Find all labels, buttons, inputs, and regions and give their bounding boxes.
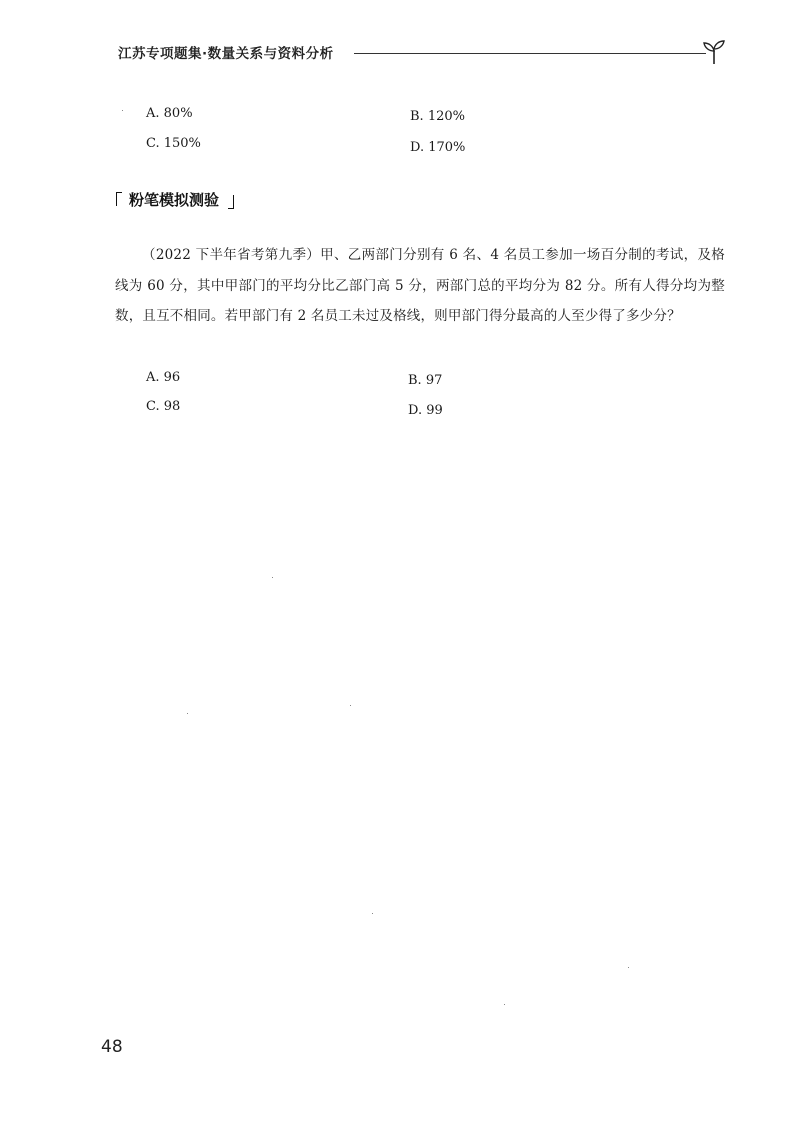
corner-bracket-left: [116, 192, 122, 206]
scan-speck: [122, 110, 123, 111]
running-header: [118, 38, 728, 68]
scan-speck: [350, 705, 351, 706]
corner-bracket-right: [228, 195, 234, 209]
scan-speck: [504, 1004, 505, 1005]
option-b: B. 97: [408, 373, 443, 388]
option-d: D. 99: [408, 403, 443, 418]
prev-option-c: C. 150%: [146, 136, 201, 151]
header-rule: [354, 53, 706, 54]
scan-speck: [272, 577, 273, 578]
option-c: C. 98: [146, 399, 181, 414]
option-a: A. 96: [146, 370, 181, 385]
book-title: 江苏专项题集·数量关系与资料分析: [118, 46, 334, 62]
question-text: （2022 下半年省考第九季）甲、乙两部门分别有 6 名、4 名员工参加一场百分制的考试，及格线为 60 分，其中甲部门的平均分比乙部门高 5 分，两部门总的平均分为 82 分。所有人得分均为整数，且互不相同。若甲部门有 2 名员工未过及格线，则甲部门得分最高的人至少得了多少分？: [115, 247, 725, 324]
prev-option-a: A. 80%: [146, 106, 193, 121]
page-number: 48: [101, 1037, 123, 1057]
sprout-icon: [700, 38, 728, 66]
scan-speck: [372, 913, 373, 914]
scan-speck: [628, 967, 629, 968]
scan-speck: [187, 713, 188, 714]
section-heading: [116, 189, 234, 210]
prev-option-d: D. 170%: [410, 140, 466, 155]
section-title: 粉笔模拟测验: [129, 191, 220, 209]
prev-option-b: B. 120%: [410, 109, 465, 124]
